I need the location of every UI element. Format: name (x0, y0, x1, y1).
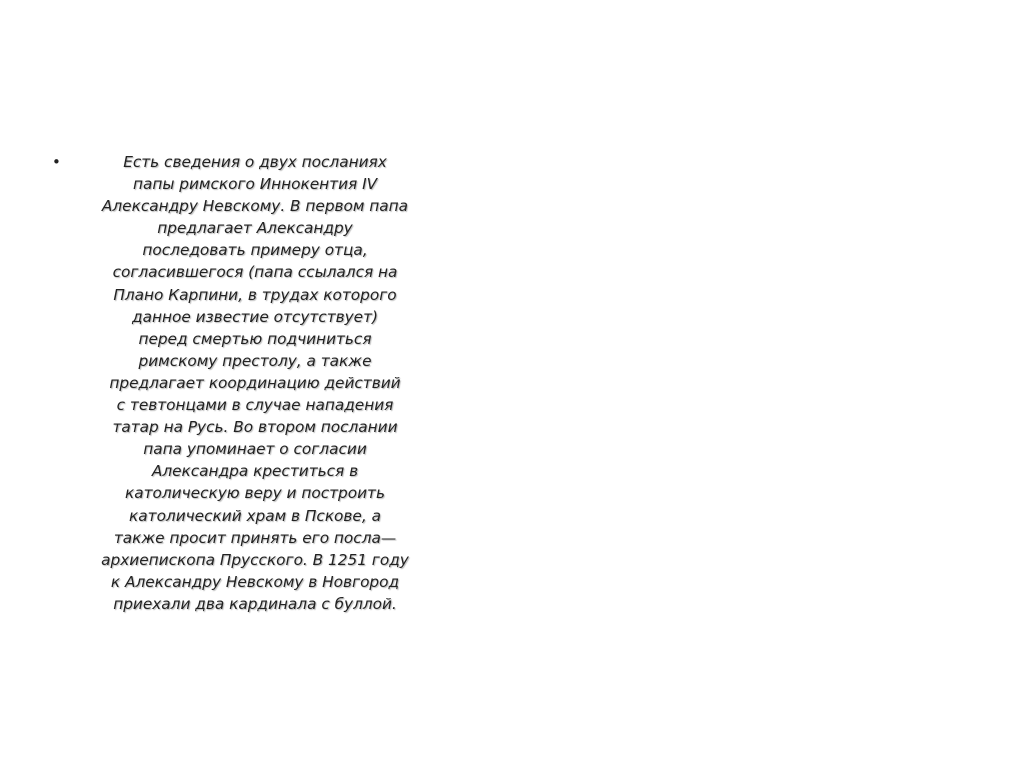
paragraph-line: предлагает координацию действий (109, 373, 401, 392)
paragraph-line: архиепископа Прусского. В 1251 году (101, 550, 409, 569)
paragraph-line: согласившегося (папа ссылался на (112, 263, 398, 282)
paragraph-line: католическую веру и построить (125, 484, 385, 503)
bullet-marker-icon: • (52, 153, 61, 171)
paragraph-line: Александру Невскому. В первом папа (101, 197, 409, 216)
paragraph-line: Александра креститься в (151, 462, 359, 481)
paragraph-line: римскому престолу, а также (138, 351, 372, 370)
paragraph-line: папа упоминает о согласии (143, 440, 367, 459)
paragraph-line: татар на Русь. Во втором послании (112, 418, 398, 437)
bullet-paragraph (62, 151, 448, 615)
paragraph-line: перед смертью подчиниться (138, 329, 372, 348)
paragraph-line: Есть сведения о двух посланиях (123, 153, 387, 171)
paragraph-line: последовать примеру отца, (142, 241, 368, 260)
paragraph-line: также просит принять его посла— (113, 528, 397, 547)
paragraph-line: данное известие отсутствует) (132, 307, 378, 326)
paragraph-line: с тевтонцами в случае нападения (116, 396, 394, 415)
paragraph-line: к Александру Невскому в Новгород (110, 572, 400, 591)
paragraph-line: Плано Карпини, в трудах которого (113, 285, 397, 304)
paragraph-line: католический храм в Пскове, а (129, 506, 381, 525)
paragraph-line: предлагает Александру (157, 219, 353, 238)
paragraph-line: папы римского Иннокентия IV (132, 175, 378, 194)
paragraph-line: приехали два кардинала с буллой. (113, 594, 397, 613)
